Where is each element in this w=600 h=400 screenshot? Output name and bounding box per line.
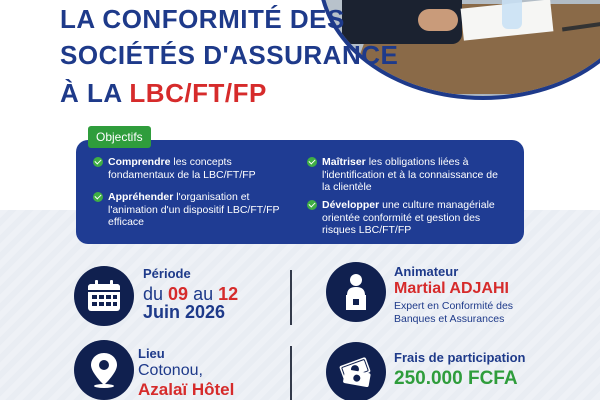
period-month-year: Juin 2026: [143, 302, 226, 322]
place-venue: Azalaï Hôtel: [138, 380, 235, 399]
place-label: Lieu: [138, 346, 165, 361]
divider: [290, 346, 292, 400]
presenter-icon: [326, 262, 386, 322]
title-line-3: [60, 78, 267, 109]
period-label: Période: [143, 266, 191, 281]
animator-name: Martial ADJAHI: [394, 280, 509, 297]
fee-amount: 250.000 FCFA: [394, 368, 518, 389]
objectives-tab: Objectifs: [88, 126, 151, 148]
check-icon: [307, 157, 317, 167]
calendar-icon: [74, 266, 134, 326]
check-icon: [307, 200, 317, 210]
check-icon: [93, 192, 103, 202]
fee-label: Frais de participation: [394, 350, 526, 365]
objective-item-3: Maîtriser les obligations liées à l'identification et à la connaissance de la clientèle: [322, 156, 498, 193]
animator-label: Animateur: [394, 264, 459, 279]
divider: [290, 270, 292, 325]
title-highlight: LBC/FT/FP: [129, 78, 267, 108]
money-icon: [326, 342, 386, 400]
title-line-1: LA CONFORMITÉ DES: [60, 4, 345, 34]
check-icon: [93, 157, 103, 167]
period-dates: du 09 au 12: [143, 284, 239, 304]
location-pin-icon: [74, 340, 134, 400]
place-city: Cotonou,: [138, 362, 203, 379]
title-line-2: SOCIÉTÉS D'ASSURANCE: [60, 40, 399, 70]
title-line-3-prefix: À LA: [60, 78, 130, 108]
animator-role-2: Banques et Assurances: [394, 313, 505, 325]
objective-item-4: Développer une culture managériale orientée conformité et gestion des risques LBC/FT/FP: [322, 199, 495, 236]
objective-item-2: Appréhender l'organisation et l'animation d'un dispositif LBC/FT/FP efficace: [108, 191, 280, 228]
objective-item-1: Comprendre les concepts fondamentaux de la LBC/FT/FP: [108, 156, 256, 181]
animator-role-1: Expert en Conformité des: [394, 300, 514, 312]
